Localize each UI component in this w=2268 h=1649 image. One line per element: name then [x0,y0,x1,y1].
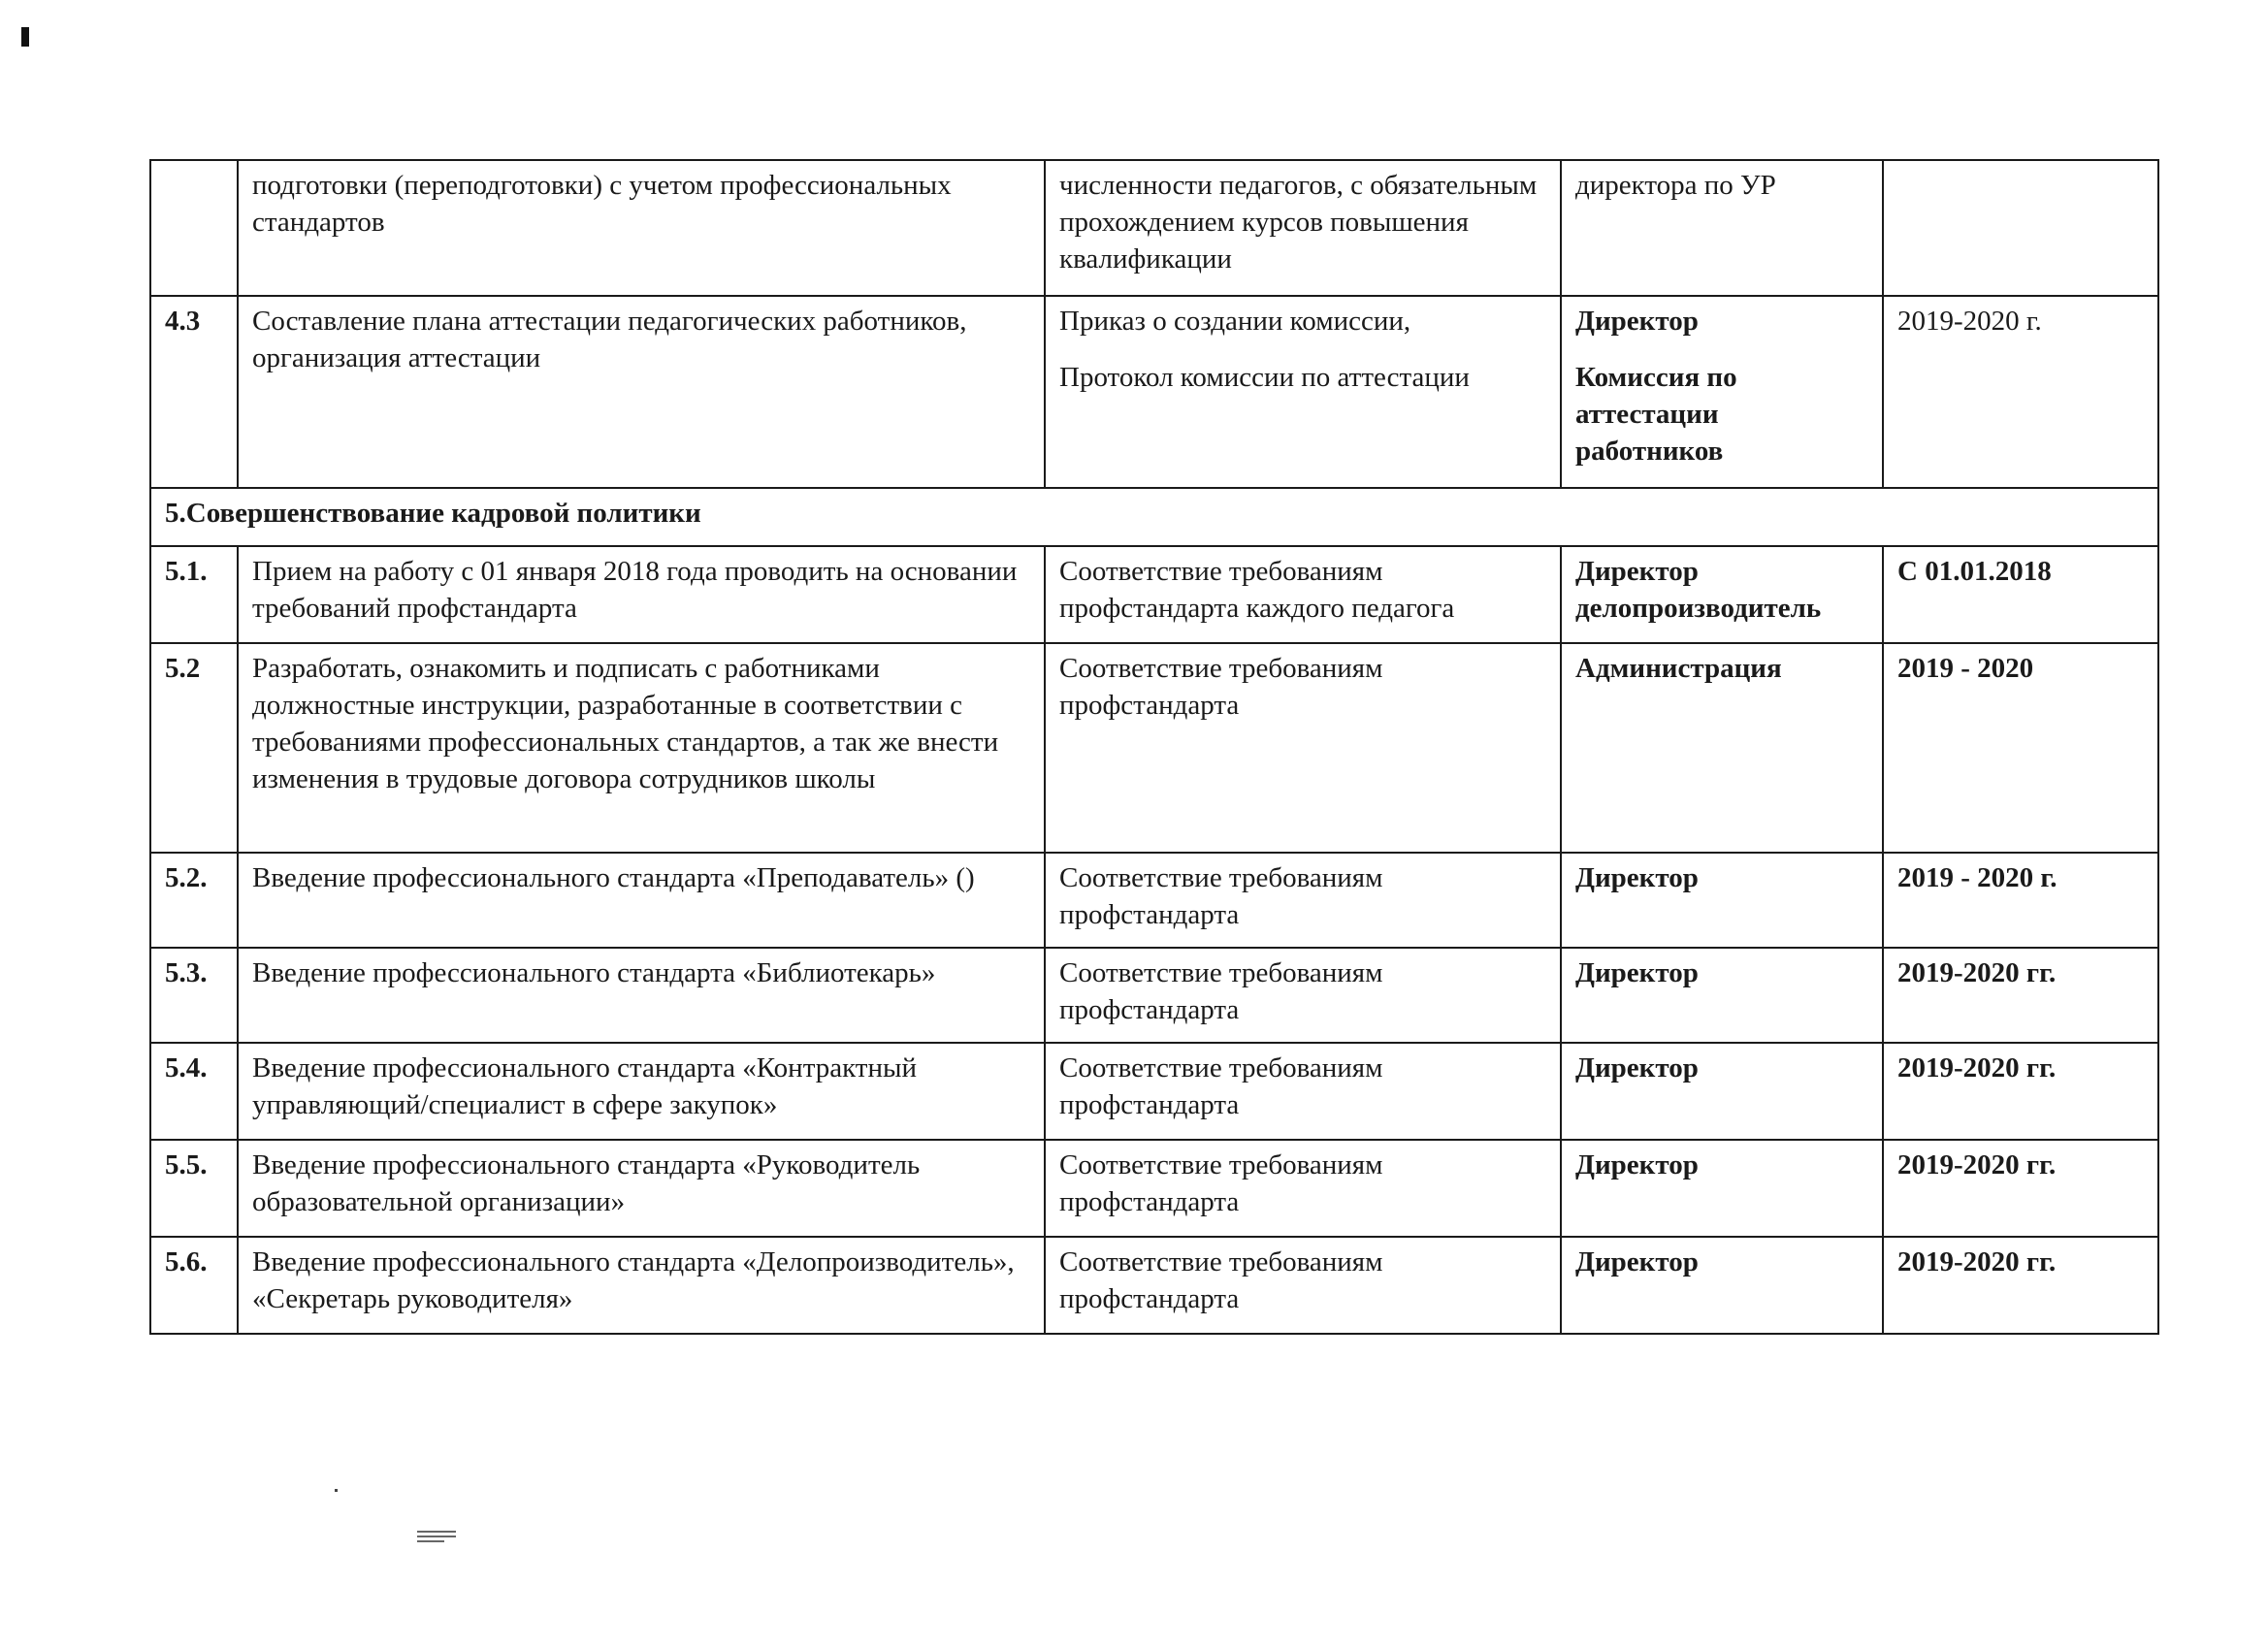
result-cell [1045,296,1561,488]
responsible-cell: директора по УР [1561,160,1883,296]
table-row-5-1 [150,546,2158,643]
responsible-cell: Директор делопроизводитель [1561,546,1883,643]
personnel-plan-table [149,159,2159,1335]
activity-cell: Введение профессионального стандарта «Контрактный управляющий/специалист в сфере закупок» [238,1043,1045,1140]
responsible-cell: Директор [1561,948,1883,1043]
activity-cell: Составление плана аттестации педагогических работников, организация аттестации [238,296,1045,488]
deadline-cell: 2019-2020 г. [1883,296,2158,488]
num-cell: 5.5. [150,1140,238,1237]
responsible-cell: Директор [1561,1237,1883,1334]
result-cell: численности педагогов, с обязательным прохождением курсов повышения квалификации [1045,160,1561,296]
scan-dust-dot [335,1489,338,1492]
activity-cell: Разработать, ознакомить и подписать с работниками должностные инструкции, разработанные в соответствии с требованиями профессиональных стандартов, а так же внести изменения в трудовые договора сотрудников школы [238,643,1045,853]
responsible-cell: Директор [1561,1043,1883,1140]
responsible-cell: Администрация [1561,643,1883,853]
activity-cell: подготовки (переподготовки) с учетом профессиональных стандартов [238,160,1045,296]
section-header-row [150,488,2158,546]
num-cell: 5.1. [150,546,238,643]
deadline-cell: 2019 - 2020 [1883,643,2158,853]
num-cell: 5.6. [150,1237,238,1334]
responsible-cell: Директор [1561,1140,1883,1237]
scan-edge-mark [21,27,29,47]
result-line: Приказ о создании комиссии, [1059,306,1411,337]
result-cell: Соответствие требованиям профстандарта [1045,948,1561,1043]
result-cell: Соответствие требованиям профстандарта каждого педагога [1045,546,1561,643]
section-title: 5.Совершенствование кадровой политики [150,488,2158,546]
deadline-cell [1883,160,2158,296]
table-row-5-4 [150,1043,2158,1140]
num-cell: 5.2. [150,853,238,948]
deadline-cell: 2019-2020 гг. [1883,1043,2158,1140]
table-row-4-3 [150,296,2158,488]
result-line: Протокол комиссии по аттестации [1059,362,1470,393]
num-cell: 4.3 [150,296,238,488]
deadline-cell: 2019-2020 гг. [1883,1140,2158,1237]
activity-cell: Прием на работу с 01 января 2018 года проводить на основании требований профстандарта [238,546,1045,643]
deadline-cell: 2019 - 2020 г. [1883,853,2158,948]
activity-cell: Введение профессионального стандарта «Делопроизводитель», «Секретарь руководителя» [238,1237,1045,1334]
num-cell: 5.2 [150,643,238,853]
responsible-line: Директор [1575,306,1699,337]
table-row-5-6 [150,1237,2158,1334]
table-row-5-3 [150,948,2158,1043]
responsible-cell [1561,296,1883,488]
activity-cell: Введение профессионального стандарта «Преподаватель» () [238,853,1045,948]
num-cell: 5.4. [150,1043,238,1140]
deadline-cell: 2019-2020 гг. [1883,948,2158,1043]
scan-smudge [417,1531,456,1550]
activity-cell: Введение профессионального стандарта «Библиотекарь» [238,948,1045,1043]
table-row-5-5 [150,1140,2158,1237]
responsible-cell: Директор [1561,853,1883,948]
table-row-continuation [150,160,2158,296]
result-cell: Соответствие требованиям профстандарта [1045,1237,1561,1334]
table-row-5-2 [150,643,2158,853]
result-cell: Соответствие требованиям профстандарта [1045,1140,1561,1237]
result-cell: Соответствие требованиям профстандарта [1045,1043,1561,1140]
deadline-cell: С 01.01.2018 [1883,546,2158,643]
responsible-line: Комиссия по аттестации работников [1575,362,1737,467]
activity-cell: Введение профессионального стандарта «Руководитель образовательной организации» [238,1140,1045,1237]
result-cell: Соответствие требованиям профстандарта [1045,853,1561,948]
num-cell: 5.3. [150,948,238,1043]
deadline-cell: 2019-2020 гг. [1883,1237,2158,1334]
table-row-5-2b [150,853,2158,948]
result-cell: Соответствие требованиям профстандарта [1045,643,1561,853]
num-cell [150,160,238,296]
